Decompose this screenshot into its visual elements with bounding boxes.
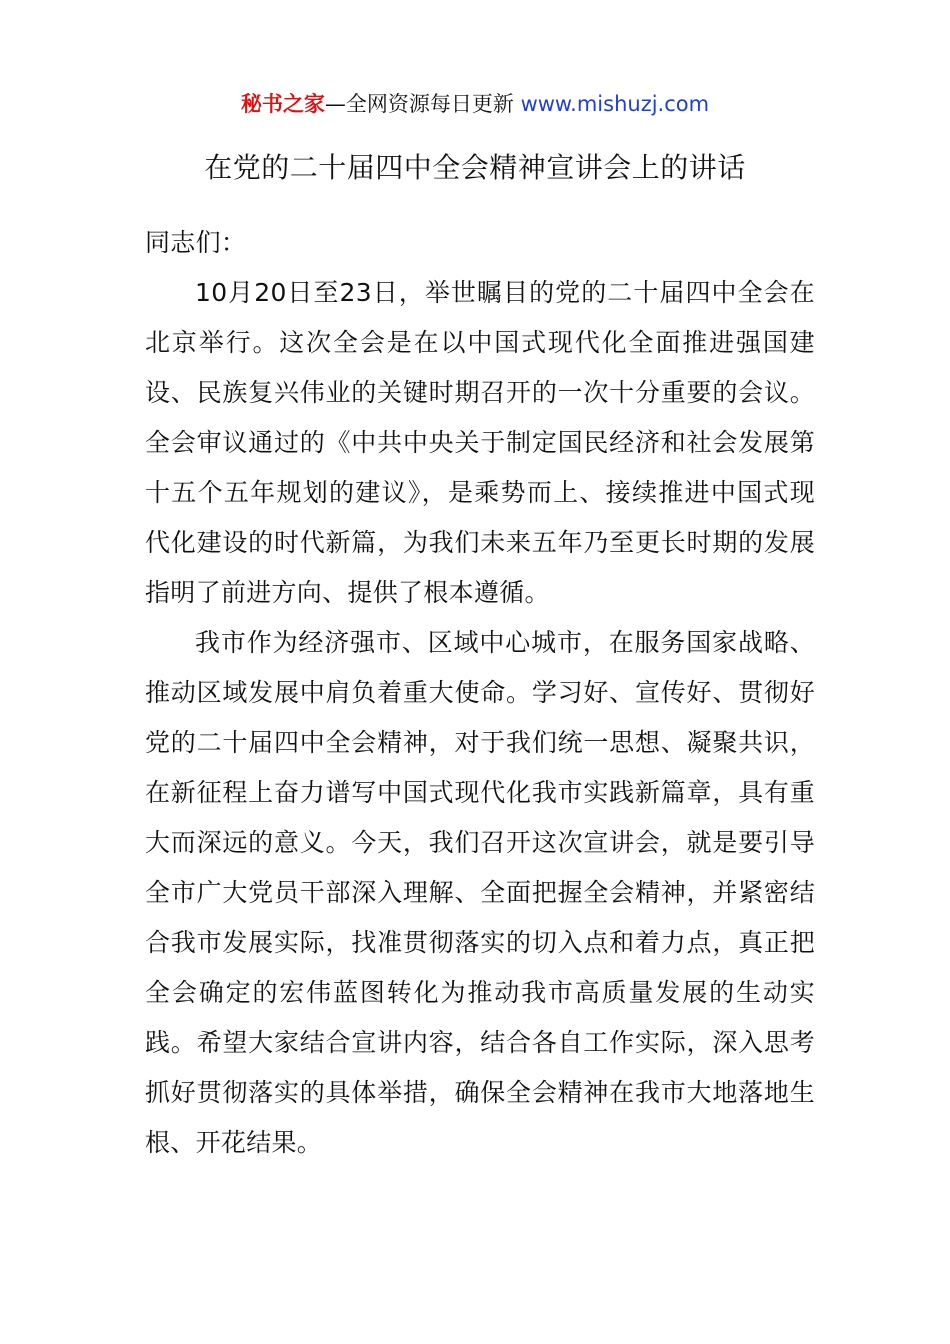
site-brand: 秘书之家 — [240, 92, 325, 116]
document-body — [145, 218, 815, 1168]
document-title: 在党的二十届四中全会精神宣讲会上的讲话 — [204, 151, 746, 184]
salutation: 同志们： — [145, 228, 247, 257]
site-header — [0, 88, 950, 120]
site-url-link[interactable]: www.mishuzj.com — [520, 92, 710, 116]
site-tagline: —全网资源每日更新 — [324, 92, 521, 116]
paragraph-2: 我市作为经济强市、区域中心城市，在服务国家战略、推动区域发展中肩负着重大使命。学习好、宣传好、贯彻好党的二十届四中全会精神，对于我们统一思想、凝聚共识，在新征程上奋力谱写中国式现代化我市实践新篇章，具有重大而深远的意义。今天，我们召开这次宣讲会，就是要引导全市广大党员干部深入理解、全面把握全会精神，并紧密结合我市发展实际，找准贯彻落实的切入点和着力点，真正把全会确定的宏伟蓝图转化为推动我市高质量发展的生动实践。希望大家结合宣讲内容，结合各自工作实际，深入思考抓好贯彻落实的具体举措，确保全会精神在我市大地落地生根、开花结果。 — [145, 628, 815, 1157]
paragraph-1: 10月20日至23日，举世瞩目的党的二十届四中全会在北京举行。这次全会是在以中国式现代化全面推进强国建设、民族复兴伟业的关键时期召开的一次十分重要的会议。全会审议通过的《中共中央关于制定国民经济和社会发展第十五个五年规划的建议》，是乘势而上、接续推进中国式现代化建设的时代新篇，为我们未来五年乃至更长时期的发展指明了前进方向、提供了根本遵循。 — [145, 278, 815, 607]
